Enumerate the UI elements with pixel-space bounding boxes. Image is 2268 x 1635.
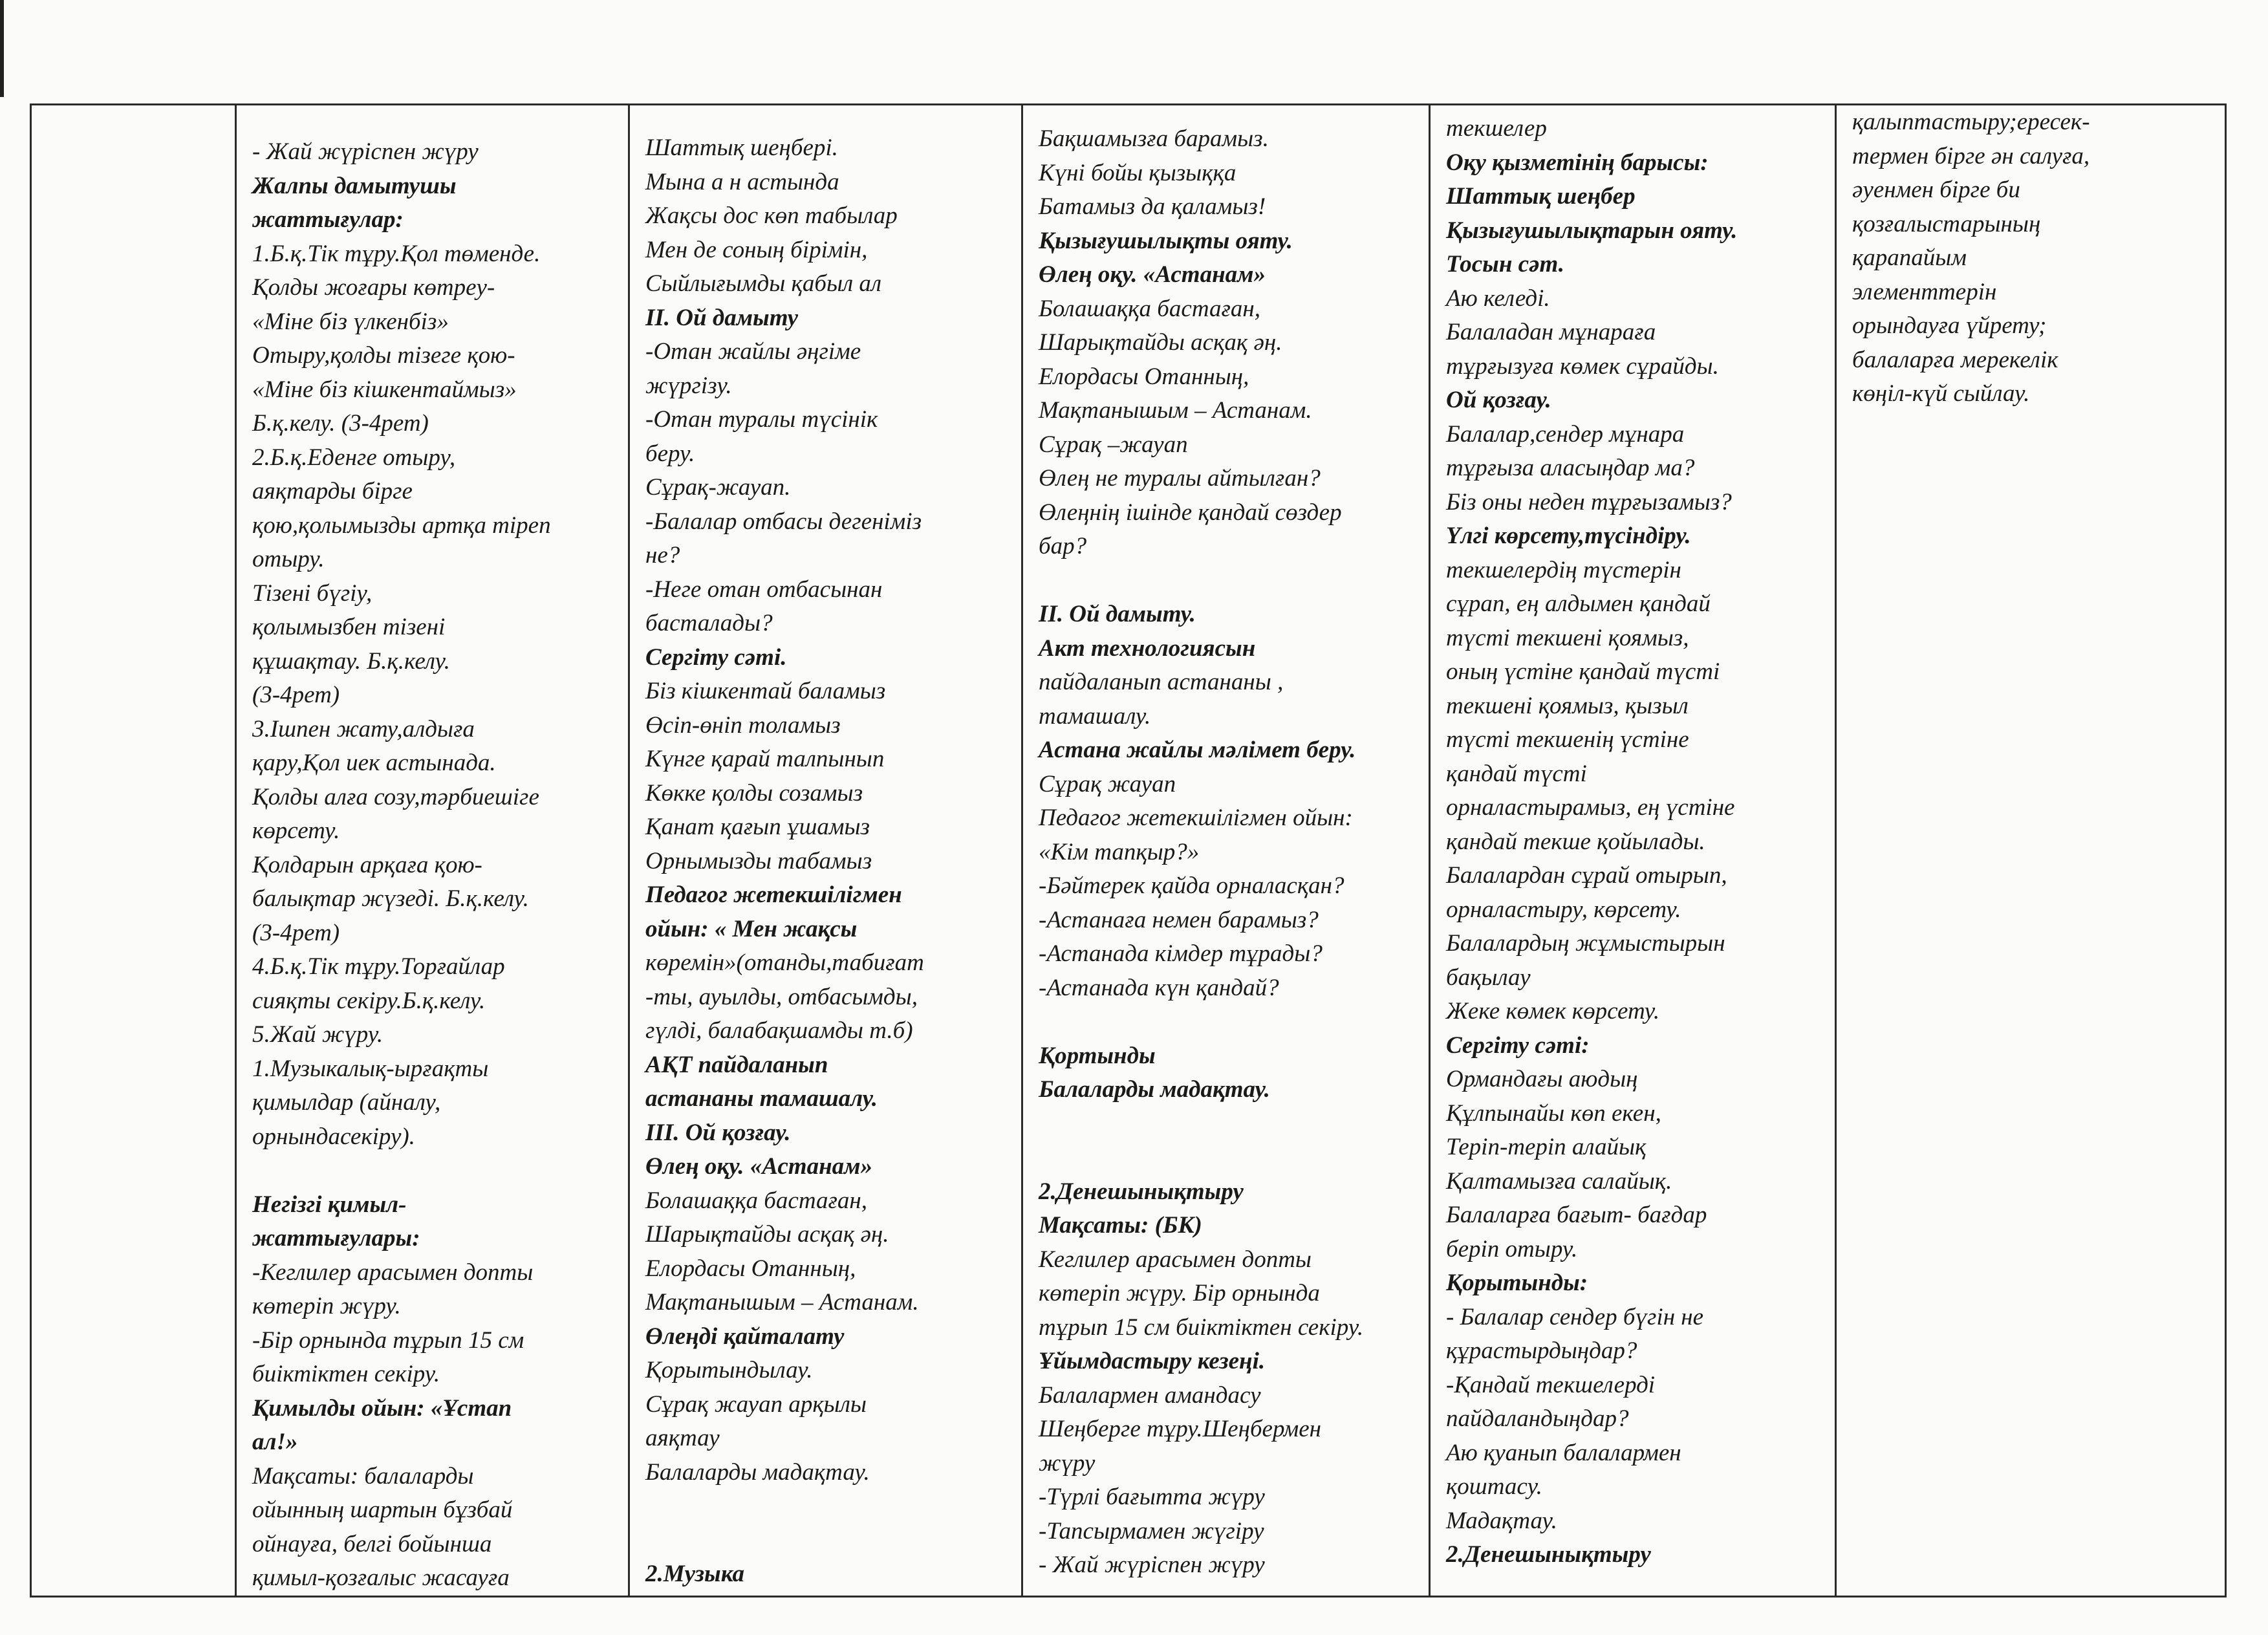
- text-line: Шаттық шеңбері.: [645, 135, 838, 161]
- text-line: тұрғыза аласыңдар ма?: [1446, 455, 1695, 481]
- text-line: [252, 1154, 623, 1188]
- text-line: Балаларды мадақтау.: [645, 1458, 870, 1486]
- text-line: орындауға үйрету;: [1852, 312, 2047, 339]
- text-line: қолымызбен тізені: [252, 614, 446, 640]
- text-line: 1.Б.қ.Тік тұру.Қол төменде.: [252, 240, 541, 267]
- text-line: көремін»(отанды,табиғат: [645, 949, 924, 976]
- text-line: Бақшамызға барамыз.: [1039, 125, 1269, 152]
- text-line: Қорытынды:: [1446, 1270, 1588, 1296]
- text-line: Қолдарын арқаға қою-: [252, 851, 482, 878]
- text-line: Астана жайлы мәлімет беру.: [1039, 737, 1356, 763]
- text-line: Батамыз да қаламыз!: [1039, 193, 1266, 220]
- text-line: 2.Денешынықтыру: [1446, 1541, 1651, 1568]
- text-line: [1039, 1141, 1423, 1175]
- text-line: -Астанада кімдер тұрады?: [1039, 940, 1323, 967]
- text-line: -Бір орнында тұрып 15 см: [252, 1326, 524, 1354]
- text-line: Мақтанышым – Астанам.: [1039, 397, 1312, 424]
- text-line: Қорытындылау.: [645, 1357, 813, 1383]
- text-line: Шаттық шеңбер: [1446, 183, 1636, 210]
- text-line: текшелердің түстерін: [1446, 556, 1681, 583]
- text-line: (3-4рет): [252, 682, 340, 708]
- plan-table: [30, 103, 2227, 1597]
- column-cell-5: [1836, 105, 2226, 1597]
- text-line: Шарықтайды асқақ әң.: [1039, 329, 1282, 356]
- text-line: ойын: « Мен жақсы: [645, 915, 858, 942]
- text-line: Аю қуанып балалармен: [1446, 1439, 1681, 1466]
- text-line: басталады?: [645, 610, 773, 636]
- text-line: Қортынды: [1039, 1042, 1156, 1069]
- text-line: Кеглилер арасымен допты: [1039, 1246, 1312, 1273]
- text-line: Елордасы Отанның,: [645, 1255, 856, 1282]
- text-line: жаттығулары:: [252, 1225, 420, 1251]
- text-line: Мадақтау.: [1446, 1507, 1557, 1534]
- text-line: Сергіту сәті.: [645, 644, 787, 671]
- column-cell-4: [1430, 105, 1836, 1597]
- text-line: Біз оны неден тұрғызамыз?: [1446, 488, 1732, 515]
- text-line: Сұрақ жауап: [1039, 770, 1176, 797]
- column-cell-0: [31, 105, 236, 1597]
- text-line: Балалардың жұмыстырын: [1446, 930, 1725, 957]
- text-line: беріп отыру.: [1446, 1235, 1578, 1262]
- text-line: жаттығулар:: [252, 206, 404, 233]
- text-line: пайдаланып астананы ,: [1039, 669, 1284, 695]
- text-line: «Міне біз үлкенбіз»: [252, 308, 449, 335]
- text-line: Жеке көмек көрсету.: [1446, 998, 1660, 1024]
- text-line: ал!»: [252, 1429, 298, 1455]
- text-line: көтеріп жүру. Бір орнында: [1039, 1280, 1320, 1306]
- text-line: түсті текшені қоямыз,: [1446, 624, 1689, 651]
- text-line: текшені қоямыз, қызыл: [1446, 692, 1689, 719]
- text-line: қандай текше қойылады.: [1446, 828, 1705, 855]
- text-line: 4.Б.қ.Тік тұру.Торғайлар: [252, 953, 505, 980]
- text-line: отыру.: [252, 546, 325, 572]
- text-line: Жақсы дос көп табылар: [645, 202, 898, 229]
- text-line: [645, 1489, 1016, 1524]
- text-line: Педагог жетекшілігмен ойын:: [1039, 805, 1353, 831]
- table-row: [31, 105, 2226, 1597]
- text-line: -Түрлі бағытта жүру: [1039, 1484, 1265, 1510]
- text-line: жүргізу.: [645, 372, 732, 399]
- text-line: Болашаққа бастаған,: [645, 1187, 868, 1214]
- text-line: Педагог жетекшілігмен: [645, 882, 902, 908]
- text-line: Аю келеді.: [1446, 285, 1550, 312]
- text-line: 3.Ішпен жату,алдыға: [252, 715, 475, 742]
- text-line: қозғалыстарының: [1852, 210, 2041, 237]
- text-line: көрсету.: [252, 817, 340, 844]
- text-line: -Астанаға немен барамыз?: [1039, 906, 1319, 933]
- text-line: Балалардан сұрай отырып,: [1446, 862, 1727, 889]
- text-line: не?: [645, 542, 680, 568]
- text-line: Қолды жоғары көтреу-: [252, 274, 495, 301]
- text-line: Тізені бүгіу,: [252, 579, 373, 607]
- text-line: -Балалар отбасы дегеніміз: [645, 508, 922, 535]
- text-line: Өлең оқу. «Астанам»: [645, 1153, 872, 1180]
- text-line: балаларға мерекелік: [1852, 346, 2058, 373]
- text-line: сұрап, ең алдымен қандай: [1446, 590, 1711, 617]
- text-line: Қанат қағып ұшамыз: [645, 814, 870, 840]
- text-line: Сергіту сәті:: [1446, 1032, 1590, 1059]
- text-line: Сұрақ жауап арқылы: [645, 1391, 867, 1418]
- scan-edge: [0, 0, 4, 97]
- text-line: Күні бойы қызыққа: [1039, 159, 1237, 186]
- text-line: қимылдар (айналу,: [252, 1089, 441, 1116]
- text-line: Балаларды мадақтау.: [1039, 1076, 1270, 1103]
- text-line: қару,Қол иек астынада.: [252, 750, 496, 776]
- text-line: құшақтау. Б.қ.келу.: [252, 647, 450, 675]
- text-line: қандай түсті: [1446, 760, 1587, 787]
- text-line: Қалтамызға салайық.: [1446, 1167, 1672, 1195]
- text-line: АҚТ пайдаланып: [645, 1051, 828, 1078]
- column-cell-2: [629, 105, 1022, 1597]
- text-line: Өлең оқу. «Астанам»: [1039, 261, 1266, 288]
- text-line: -Неге отан отбасынан: [645, 576, 883, 603]
- text-line: Мына а н астында: [645, 168, 839, 195]
- text-line: Үлгі көрсету,түсіндіру.: [1446, 523, 1691, 549]
- text-line: [1039, 564, 1423, 598]
- text-line: Өлеңді қайталату: [645, 1323, 845, 1350]
- text-line: Мақсаты: (БК): [1039, 1212, 1202, 1239]
- text-line: Сыйлығымды қабыл ал: [645, 270, 882, 297]
- text-line: Жалпы дамытушы: [252, 172, 457, 199]
- text-line: Тосын сәт.: [1446, 251, 1564, 277]
- text-line: Сұрақ –жауап: [1039, 431, 1188, 458]
- text-line: Күнге қарай талпынып: [645, 746, 885, 772]
- text-line: балықтар жүзеді. Б.қ.келу.: [252, 885, 529, 912]
- text-line: ойынның шартын бұзбай: [252, 1497, 513, 1523]
- text-line: Өлеңнің ішінде қандай сөздер: [1039, 499, 1342, 526]
- text-line: пайдаландыңдар?: [1446, 1405, 1629, 1432]
- text-line: Елордасы Отанның,: [1039, 363, 1249, 390]
- text-line: (3-4рет): [252, 919, 340, 946]
- text-line: термен бірге ән салуға,: [1852, 142, 2090, 169]
- text-line: бар?: [1039, 533, 1087, 559]
- text-line: 2.Музыка: [645, 1561, 745, 1587]
- text-line: көңіл-күй сыйлау.: [1852, 380, 2030, 407]
- text-line: Акт технологиясын: [1039, 634, 1256, 662]
- text-line: бақылау: [1446, 964, 1531, 991]
- text-line: Ормандағы аюдың: [1446, 1066, 1638, 1092]
- text-line: қалыптастыру;ересек-: [1852, 109, 2090, 135]
- text-line: Болашаққа бастаған,: [1039, 295, 1261, 322]
- text-line: орнындасекіру).: [252, 1123, 415, 1150]
- text-line: -Астанада күн қандай?: [1039, 974, 1279, 1001]
- text-line: беру.: [645, 440, 695, 467]
- text-line: 5.Жай жүру.: [252, 1021, 383, 1048]
- text-line: элементтерін: [1852, 278, 1997, 305]
- text-line: Ұйымдастыру кезеңі.: [1039, 1348, 1266, 1374]
- text-line: гүлді, балабақшамды т.б): [645, 1017, 913, 1044]
- text-line: 2.Б.қ.Еденге отыру,: [252, 444, 456, 471]
- text-line: ойнауға, белгі бойынша: [252, 1530, 492, 1557]
- text-line: Қызығушылықты ояту.: [1039, 227, 1293, 254]
- text-line: Балалар,сендер мұнара: [1446, 420, 1685, 448]
- text-line: Балалармен амандасу: [1039, 1381, 1261, 1409]
- text-line: II. Ой дамыту: [645, 304, 799, 331]
- text-line: тұрғызуға көмек сұрайды.: [1446, 352, 1719, 380]
- text-line: Ой қозғау.: [1446, 387, 1551, 413]
- text-line: текшелер: [1446, 115, 1547, 142]
- text-line: тұрып 15 см биіктіктен секіру.: [1039, 1314, 1364, 1341]
- text-line: Құлпынайы көп екен,: [1446, 1099, 1661, 1127]
- text-line: -Отан жайлы әңгіме: [645, 338, 861, 365]
- text-line: жүру: [1039, 1449, 1096, 1477]
- text-line: Теріп-теріп алайық: [1446, 1134, 1647, 1160]
- text-line: Орнымызды табамыз: [645, 847, 872, 874]
- text-line: орналастырамыз, ең үстіне: [1446, 794, 1735, 821]
- text-line: - Жай жүріспен жүру: [252, 138, 479, 165]
- text-line: Өсіп-өніп толамыз: [645, 711, 841, 739]
- text-line: Қолды алға созу,тәрбиешіге: [252, 783, 539, 810]
- text-line: қимыл-қозғалыс жасауға: [252, 1565, 510, 1591]
- text-line: Қимылды ойын: «Ұстап: [252, 1394, 512, 1422]
- text-line: - Жай жүріспен жүру: [1039, 1552, 1265, 1578]
- text-line: аяқтау: [645, 1425, 720, 1451]
- column-cell-3: [1022, 105, 1430, 1597]
- text-line: -Қандай текшелерді: [1446, 1371, 1656, 1398]
- text-line: Балаладан мұнараға: [1446, 319, 1656, 345]
- text-line: аяқтарды бірге: [252, 478, 413, 504]
- text-line: [1039, 1005, 1423, 1039]
- text-line: - Балалар сендер бүгін не: [1446, 1303, 1704, 1330]
- text-line: -Бәйтерек қайда орналасқан?: [1039, 872, 1345, 899]
- text-line: 1.Музыкалық-ырғақты: [252, 1055, 489, 1082]
- text-line: Мен де соның бірімін,: [645, 236, 868, 263]
- text-line: Негізгі қимыл-: [252, 1191, 407, 1218]
- text-line: II. Ой дамыту.: [1039, 601, 1196, 627]
- text-line: Қызығушылықтарын ояту.: [1446, 217, 1738, 244]
- text-line: Шеңберге тұру.Шеңбермен: [1039, 1416, 1322, 1442]
- text-line: сияқты секіру.Б.қ.келу.: [252, 987, 486, 1014]
- column-cell-1: [236, 105, 629, 1597]
- text-line: Мақсаты: балаларды: [252, 1462, 474, 1489]
- text-line: Өлең не туралы айтылған?: [1039, 465, 1321, 492]
- text-line: III. Ой қозғау.: [645, 1119, 791, 1146]
- text-line: Мақтанышым – Астанам.: [645, 1289, 919, 1316]
- text-line: Көкке қолды созамыз: [645, 779, 863, 807]
- text-line: -Отан туралы түсінік: [645, 406, 878, 433]
- text-line: астананы тамашалу.: [645, 1085, 878, 1112]
- text-line: Б.қ.келу. (3-4рет): [252, 410, 429, 437]
- text-line: [1039, 1107, 1423, 1142]
- text-line: Шарықтайды асқақ әң.: [645, 1221, 889, 1248]
- text-line: Отыру,қолды тізеге қою-: [252, 342, 515, 369]
- text-line: -Тапсырмамен жүгіру: [1039, 1517, 1264, 1544]
- text-line: әуенмен бірге би: [1852, 177, 2020, 203]
- text-line: тамашалу.: [1039, 702, 1151, 730]
- text-line: қарапайым: [1852, 244, 1967, 271]
- text-line: құрастырдыңдар?: [1446, 1337, 1637, 1364]
- text-line: 2.Денешынықтыру: [1039, 1178, 1244, 1205]
- text-line: «Кім тапқыр?»: [1039, 838, 1200, 865]
- text-line: Сұрақ-жауап.: [645, 474, 791, 501]
- text-line: қоштасу.: [1446, 1473, 1542, 1500]
- text-line: Біз кішкентай баламыз: [645, 678, 886, 704]
- text-line: -Кеглилер арасымен допты: [252, 1259, 534, 1286]
- text-line: Балаларға бағыт- бағдар: [1446, 1202, 1707, 1228]
- text-line: түсті текшенің үстіне: [1446, 726, 1689, 753]
- text-line: [645, 1524, 1016, 1558]
- text-line: қою,қолымызды артқа тіреп: [252, 512, 551, 539]
- text-line: көтеріп жүру.: [252, 1293, 401, 1319]
- text-line: орналастыру, көрсету.: [1446, 896, 1681, 923]
- text-line: -ты, ауылды, отбасымды,: [645, 983, 918, 1010]
- text-line: Оқу қызметінің барысы:: [1446, 149, 1709, 176]
- text-line: «Міне біз кішкентаймыз»: [252, 376, 517, 403]
- text-line: биіктіктен секіру.: [252, 1361, 440, 1387]
- text-line: оның үстіне қандай түсті: [1446, 658, 1720, 685]
